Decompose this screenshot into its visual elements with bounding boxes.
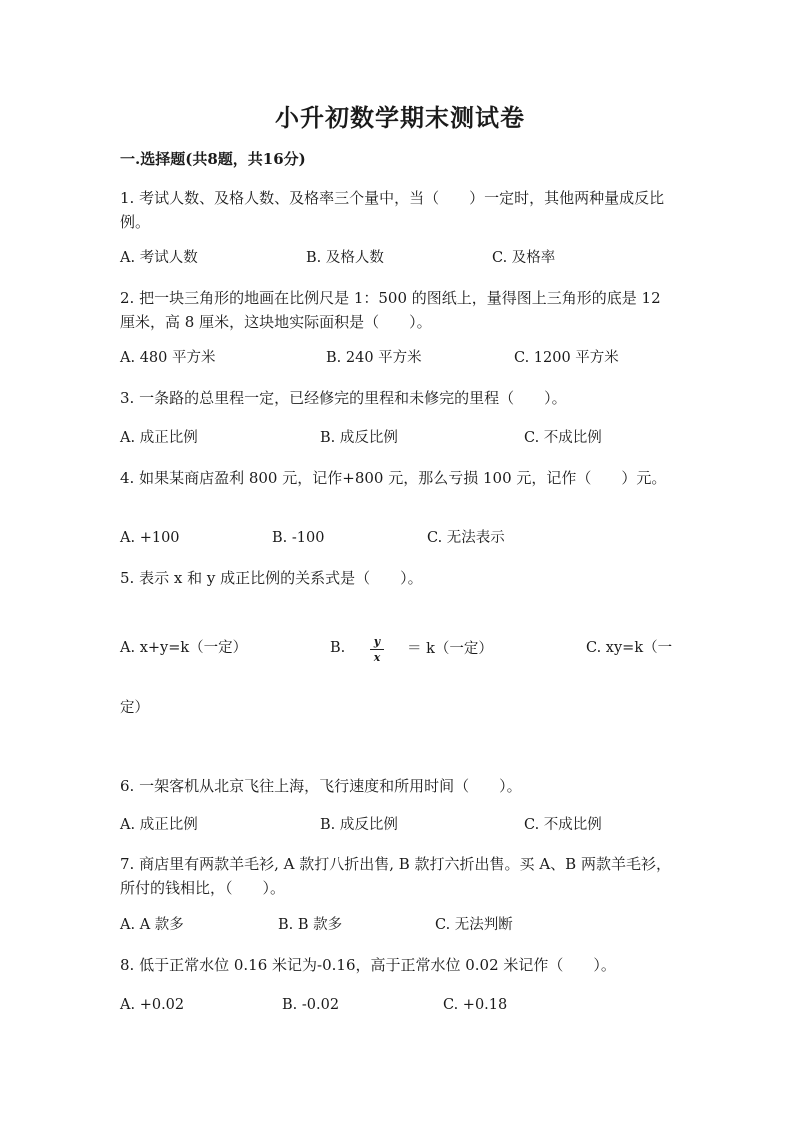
question-2: 2. 把一块三角形的地画在比例尺是 1：500 的图纸上，量得图上三角形的底是 12 厘米，高 8 厘米，这块地实际面积是（ ）。 bbox=[120, 289, 661, 331]
question-4: 4. 如果某商店盈利 800 元，记作+800 元，那么亏损 100 元，记作（ ）元。 bbox=[120, 469, 667, 487]
section-heading: 一.选择题(共8题，共16分) bbox=[120, 150, 306, 168]
q6-option-b[interactable]: B. 成反比例 bbox=[320, 817, 398, 833]
q1-option-c[interactable]: C. 及格率 bbox=[492, 250, 556, 266]
q4-option-b[interactable]: B. -100 bbox=[272, 530, 325, 546]
q8-option-b[interactable]: B. -0.02 bbox=[282, 997, 340, 1013]
q5-option-c[interactable]: C. xy=k（一 bbox=[586, 640, 673, 656]
q7-option-a[interactable]: A. A 款多 bbox=[120, 917, 184, 933]
fraction-bar bbox=[370, 649, 384, 650]
q5-option-c-continued: 定） bbox=[120, 700, 149, 716]
question-5: 5. 表示 x 和 y 成正比例的关系式是（ ）。 bbox=[120, 569, 423, 587]
question-8: 8. 低于正常水位 0.16 米记为-0.16，高于正常水位 0.02 米记作（ ）。 bbox=[120, 956, 616, 974]
q5-option-b[interactable]: B. bbox=[330, 640, 346, 656]
q3-option-c[interactable]: C. 不成比例 bbox=[524, 430, 602, 446]
page-title: 小升初数学期末测试卷 bbox=[275, 103, 525, 132]
q5-option-b-equation: ＝ k（一定） bbox=[407, 641, 493, 657]
q5-fraction-y-over-x bbox=[370, 636, 384, 663]
fraction-denominator: x bbox=[373, 651, 381, 664]
q6-option-c[interactable]: C. 不成比例 bbox=[524, 817, 602, 833]
q4-option-c[interactable]: C. 无法表示 bbox=[427, 530, 505, 546]
q2-option-a[interactable]: A. 480 平方米 bbox=[120, 350, 216, 366]
question-6: 6. 一架客机从北京飞往上海，飞行速度和所用时间（ ）。 bbox=[120, 777, 522, 795]
q3-option-b[interactable]: B. 成反比例 bbox=[320, 430, 398, 446]
q8-option-a[interactable]: A. +0.02 bbox=[120, 997, 185, 1013]
q7-option-b[interactable]: B. B 款多 bbox=[278, 917, 343, 933]
question-1: 1. 考试人数、及格人数、及格率三个量中，当（ ）一定时，其他两种量成反比例。 bbox=[120, 189, 665, 231]
question-3: 3. 一条路的总里程一定，已经修完的里程和未修完的里程（ ）。 bbox=[120, 389, 567, 407]
q4-option-a[interactable]: A. +100 bbox=[120, 530, 180, 546]
q8-option-c[interactable]: C. +0.18 bbox=[443, 997, 508, 1013]
question-7: 7. 商店里有两款羊毛衫, A 款打八折出售, B 款打六折出售。买 A、B 两款羊毛衫，所付的钱相比，（ ）。 bbox=[120, 855, 671, 897]
q3-option-a[interactable]: A. 成正比例 bbox=[120, 430, 198, 446]
fraction-numerator: y bbox=[373, 635, 381, 648]
q1-option-b[interactable]: B. 及格人数 bbox=[306, 250, 384, 266]
q2-option-b[interactable]: B. 240 平方米 bbox=[326, 350, 422, 366]
q6-option-a[interactable]: A. 成正比例 bbox=[120, 817, 198, 833]
q2-option-c[interactable]: C. 1200 平方米 bbox=[514, 350, 619, 366]
q7-option-c[interactable]: C. 无法判断 bbox=[435, 917, 513, 933]
q5-option-a[interactable]: A. x+y=k（一定） bbox=[120, 640, 248, 656]
q1-option-a[interactable]: A. 考试人数 bbox=[120, 250, 198, 266]
